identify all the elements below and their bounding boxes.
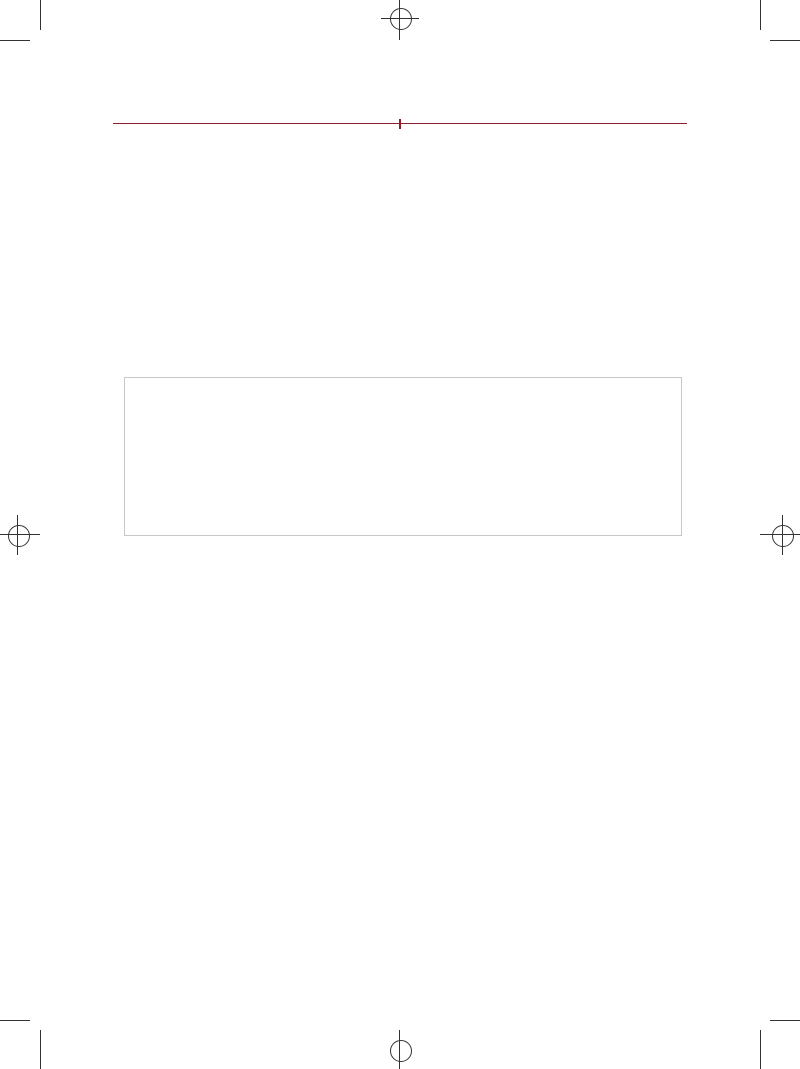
crop-mark bbox=[0, 40, 30, 41]
crop-mark bbox=[782, 515, 783, 555]
crop-mark bbox=[760, 0, 761, 30]
registration-mark-left bbox=[8, 525, 30, 547]
crop-mark bbox=[17, 515, 18, 555]
crop-mark bbox=[0, 1020, 30, 1021]
crop-mark bbox=[40, 0, 41, 30]
crop-mark bbox=[381, 18, 419, 19]
ct-image-grid bbox=[121, 601, 681, 819]
registration-mark-top bbox=[390, 8, 412, 30]
crop-mark bbox=[0, 534, 40, 535]
crop-mark bbox=[770, 1020, 800, 1021]
crop-mark bbox=[399, 1030, 400, 1069]
temperature-treatment-chart bbox=[124, 377, 682, 536]
crop-mark bbox=[760, 1030, 761, 1069]
header-rule-tick bbox=[399, 119, 401, 129]
crop-mark bbox=[770, 40, 800, 41]
chart-svg bbox=[125, 378, 681, 535]
registration-mark-right bbox=[772, 525, 794, 547]
registration-mark-bottom bbox=[390, 1040, 412, 1062]
crop-mark bbox=[399, 0, 400, 40]
crop-mark bbox=[40, 1030, 41, 1069]
crop-mark bbox=[760, 534, 800, 535]
